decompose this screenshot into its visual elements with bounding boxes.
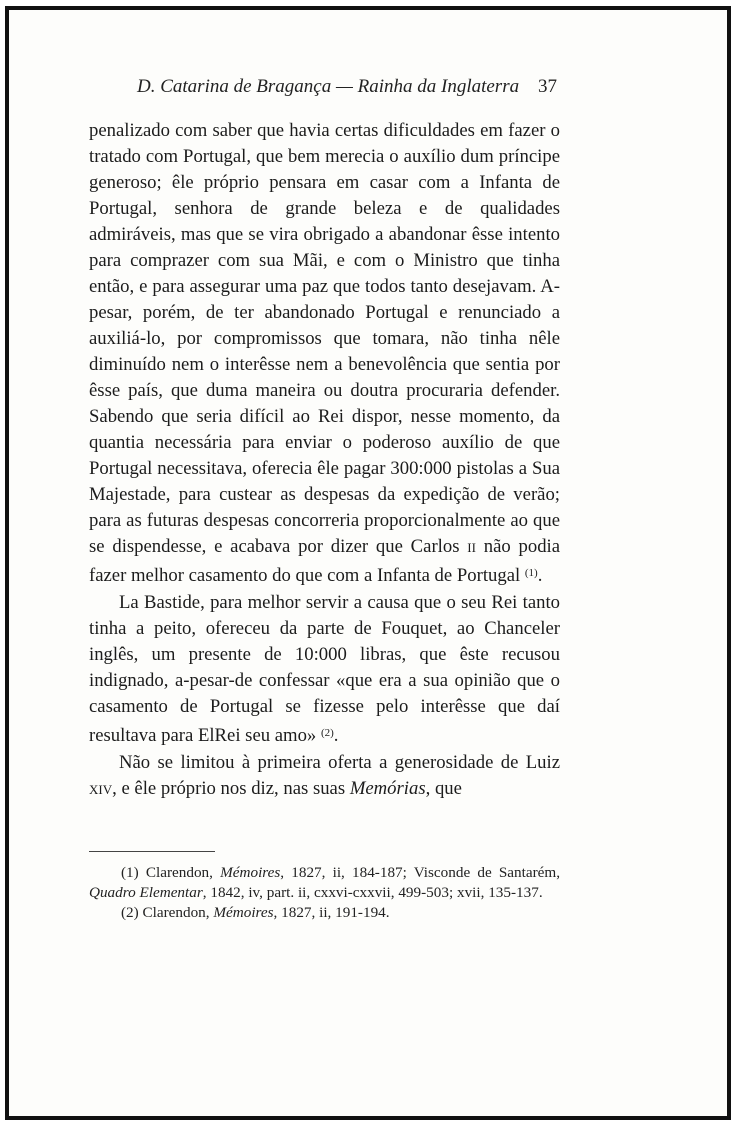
paragraph-2: [89, 590, 560, 749]
footnotes: [89, 863, 560, 923]
paragraph-1-tail: .: [537, 565, 543, 586]
paragraph-1-end: não podia fazer melhor casamento do que com a Infanta de Portugal: [89, 536, 561, 586]
footnote-ref-1: (1): [524, 567, 538, 579]
work-title: Mémoires: [213, 904, 274, 921]
paragraph-2-tail: .: [333, 725, 339, 746]
footnote-rule: [89, 851, 215, 852]
footnote-ref-2: (2): [320, 727, 334, 739]
footnote-1: [89, 863, 560, 903]
paragraph-1: [89, 118, 560, 589]
footnote-text: , 1827, ii, 191-194.: [273, 904, 390, 921]
footnote-text: , 1827, ii, 184-187; Visconde de Santarém,: [280, 864, 561, 881]
regnal-number: ii: [467, 536, 476, 557]
footnote-marker: (1): [121, 864, 139, 881]
work-title: Mémoires: [220, 864, 281, 881]
work-title: Quadro Elementar: [89, 884, 203, 901]
footnote-marker: (2): [121, 904, 139, 921]
footnote-text: Clarendon,: [142, 904, 210, 921]
paragraph-3-mid: , e êle próprio nos diz, nas suas: [112, 778, 346, 799]
running-title: D. Catarina de Bragança — Rainha da Inglaterra: [137, 76, 520, 97]
paragraph-3: [89, 750, 560, 802]
page-number: 37: [538, 76, 557, 97]
footnote-text: Clarendon,: [145, 864, 213, 881]
running-header: [137, 76, 557, 102]
regnal-number: xiv: [89, 778, 113, 799]
body-text: [89, 118, 560, 802]
paragraph-1-text: penalizado com saber que havia certas dificuldades em fazer o tratado com Portugal, que bem merecia o auxílio dum príncipe generoso; êle próprio pensara em casar com a Infanta de Portugal, senhora de grande beleza e de qualidades admiráveis, mas que se vira obrigado a abandonar êsse intento para comprazer com sua Mãi, e com o Ministro que tinha então, e para assegurar uma paz que todos tanto desejavam. A-pesar, porém, de ter abandonado Portugal e renunciado a auxiliá-lo, por compromissos que tomara, não tinha nêle diminuído nem o interêsse nem a benevolência que sentia por êsse país, que duma maneira ou doutra procuraria defender. Sabendo que seria difícil ao Rei dispor, nesse momento, da quantia necessária para enviar o poderoso auxílio de que Portugal necessitava, oferecia êle pagar 300:000 pistolas a Sua Majestade, para custear as despesas da expedição de verão; para as futuras despesas concorreria proporcionalmente ao que se dispendesse, e acabava por dizer que Carlos: [89, 120, 560, 557]
footnote-text: , 1842, iv, part. ii, cxxvi-cxxvii, 499-503; xvii, 135-137.: [202, 884, 543, 901]
work-title: Memórias: [349, 778, 426, 799]
footnote-2: [89, 903, 560, 923]
paragraph-2-text: La Bastide, para melhor servir a causa que o seu Rei tanto tinha a peito, ofereceu da parte de Fouquet, ao Chanceler inglês, um presente de 10:000 libras, que êste recusou indignado, a-pesar-de confessar «que era a sua opinião que o casamento de Portugal se fizesse pelo interêsse que daí resultava para ElRei seu amo»: [89, 592, 560, 746]
paragraph-3-text: Não se limitou à primeira oferta a generosidade de Luiz: [119, 752, 560, 773]
paragraph-3-end: , que: [425, 778, 462, 799]
